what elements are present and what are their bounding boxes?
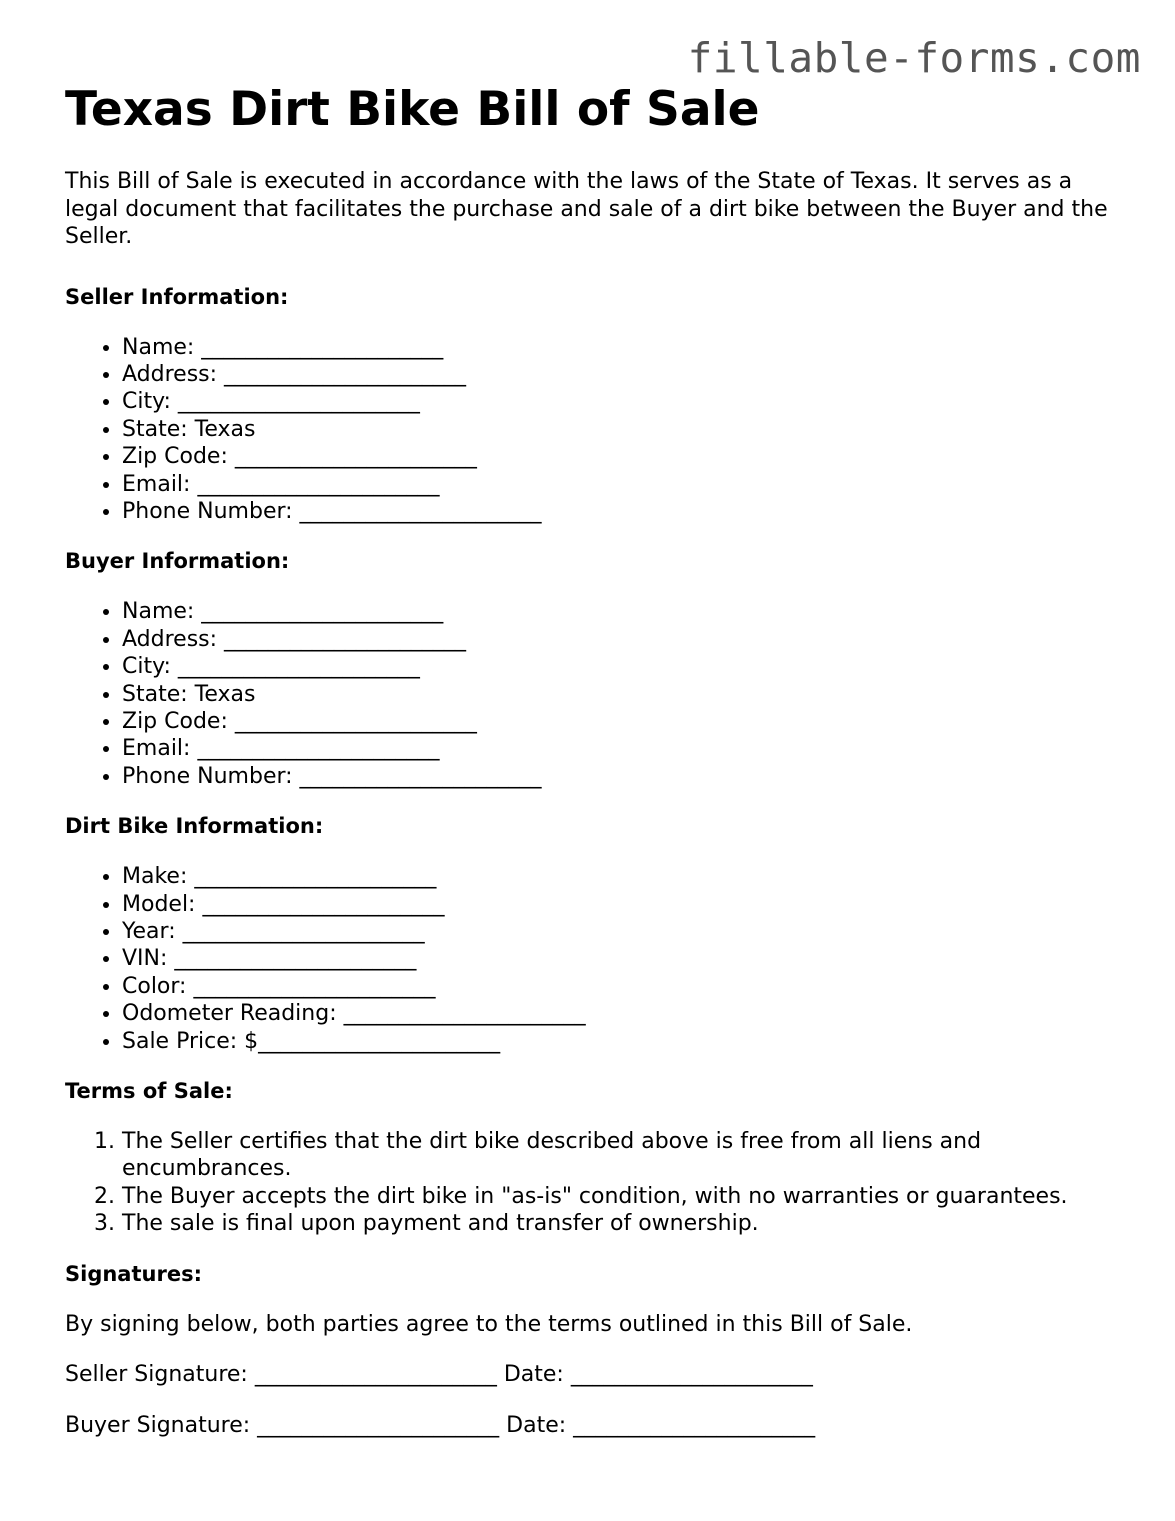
buyer-state-value: • State: Texas bbox=[122, 681, 1125, 708]
seller-email-field[interactable]: • Email: ______________________ bbox=[122, 471, 1125, 498]
bike-make-field[interactable]: • Make: ______________________ bbox=[122, 863, 1125, 890]
terms-of-sale-heading: Terms of Sale: bbox=[65, 1079, 233, 1104]
document-title: Texas Dirt Bike Bill of Sale bbox=[65, 82, 760, 137]
bike-vin-field[interactable]: • VIN: ______________________ bbox=[122, 945, 1125, 972]
terms-of-sale-list bbox=[65, 1128, 1125, 1238]
bike-color-field[interactable]: • Color: ______________________ bbox=[122, 973, 1125, 1000]
seller-zip-field[interactable]: • Zip Code: ______________________ bbox=[122, 443, 1125, 470]
term-item: 1. The Seller certifies that the dirt bike described above is free from all liens and encumbrances. bbox=[122, 1128, 1125, 1183]
document-page bbox=[65, 82, 1125, 1439]
intro-paragraph: This Bill of Sale is executed in accordance with the laws of the State of Texas. It serves as a legal document that facilitates the purchase and sale of a dirt bike between the Buyer and the Seller. bbox=[65, 169, 1108, 249]
bike-model-field[interactable]: • Model: ______________________ bbox=[122, 891, 1125, 918]
buyer-email-field[interactable]: • Email: ______________________ bbox=[122, 735, 1125, 762]
seller-phone-field[interactable]: • Phone Number: ______________________ bbox=[122, 498, 1125, 525]
watermark: fillable-forms.com bbox=[687, 34, 1141, 82]
bike-odometer-field[interactable]: • Odometer Reading: ______________________ bbox=[122, 1000, 1125, 1027]
seller-information-list bbox=[65, 334, 1125, 526]
term-item: 2. The Buyer accepts the dirt bike in "as-is" condition, with no warranties or guarantees. bbox=[122, 1183, 1125, 1210]
seller-information-heading: Seller Information: bbox=[65, 284, 289, 309]
signature-statement: By signing below, both parties agree to the terms outlined in this Bill of Sale. bbox=[65, 1311, 913, 1337]
seller-city-field[interactable]: • City: ______________________ bbox=[122, 388, 1125, 415]
seller-signature-line[interactable]: Seller Signature: ______________________ Date: ______________________ bbox=[65, 1362, 813, 1388]
buyer-information-list bbox=[65, 598, 1125, 790]
seller-name-field[interactable]: • Name: ______________________ bbox=[122, 334, 1125, 361]
dirt-bike-information-heading: Dirt Bike Information: bbox=[65, 814, 324, 839]
buyer-signature-line[interactable]: Buyer Signature: ______________________ Date: ______________________ bbox=[65, 1412, 816, 1438]
buyer-information-heading: Buyer Information: bbox=[65, 549, 290, 574]
buyer-city-field[interactable]: • City: ______________________ bbox=[122, 653, 1125, 680]
buyer-address-field[interactable]: • Address: ______________________ bbox=[122, 626, 1125, 653]
buyer-name-field[interactable]: • Name: ______________________ bbox=[122, 598, 1125, 625]
dirt-bike-information-list bbox=[65, 863, 1125, 1055]
seller-state-value: • State: Texas bbox=[122, 416, 1125, 443]
bike-sale-price-field[interactable]: • Sale Price: $______________________ bbox=[122, 1028, 1125, 1055]
signatures-heading: Signatures: bbox=[65, 1261, 202, 1286]
seller-address-field[interactable]: • Address: ______________________ bbox=[122, 361, 1125, 388]
buyer-phone-field[interactable]: • Phone Number: ______________________ bbox=[122, 763, 1125, 790]
term-item: 3. The sale is final upon payment and transfer of ownership. bbox=[122, 1210, 1125, 1237]
bike-year-field[interactable]: • Year: ______________________ bbox=[122, 918, 1125, 945]
buyer-zip-field[interactable]: • Zip Code: ______________________ bbox=[122, 708, 1125, 735]
